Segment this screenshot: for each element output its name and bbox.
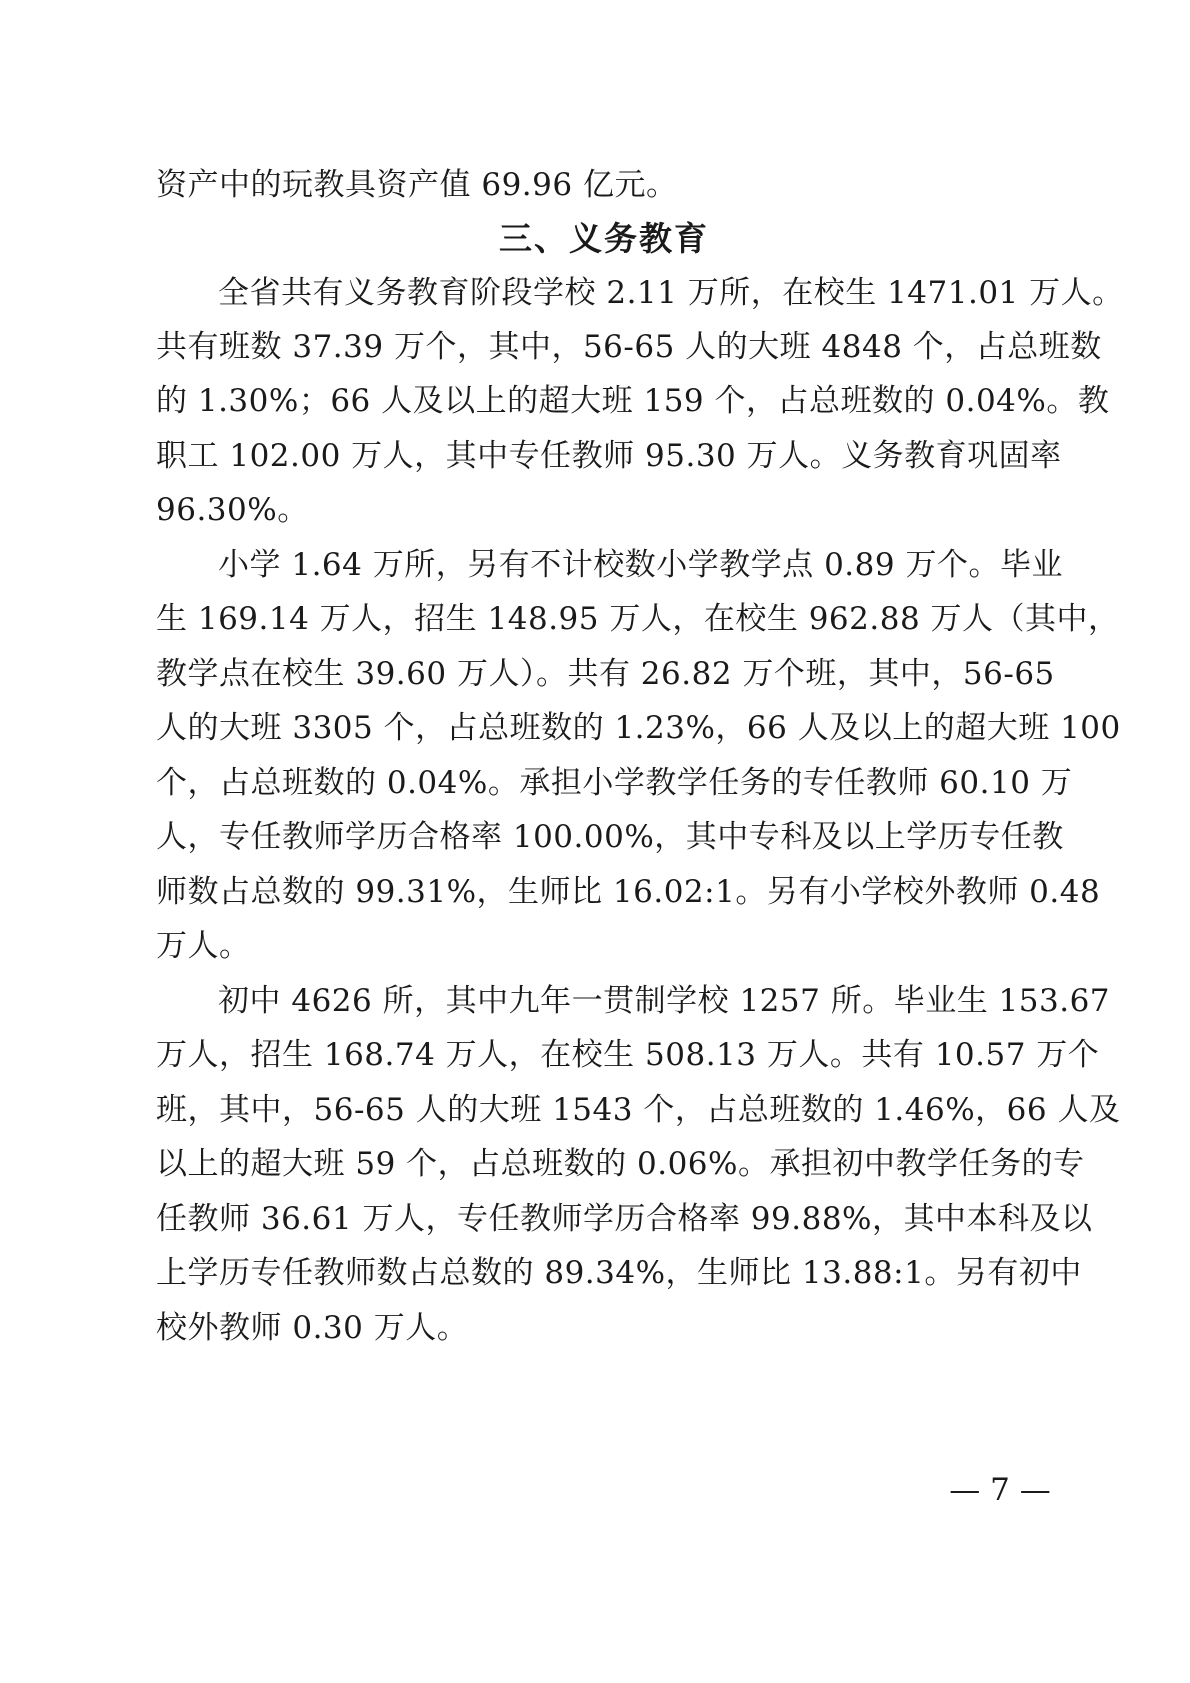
text-line: 资产中的玩教具资产值 69.96 亿元。 (156, 167, 678, 203)
text-line: 96.30%。 (156, 492, 309, 528)
text-line: 的 1.30%；66 人及以上的超大班 159 个，占总班数的 0.04%。教 (156, 383, 1110, 419)
text-line: 人，专任教师学历合格率 100.00%，其中专科及以上学历专任教 (156, 819, 1064, 855)
text-line: 万人，招生 168.74 万人，在校生 508.13 万人。共有 10.57 万个 (156, 1037, 1100, 1073)
text-line: 以上的超大班 59 个，占总班数的 0.06%。承担初中教学任务的专 (156, 1146, 1085, 1182)
text-line: 万人。 (156, 928, 251, 964)
text-line: 初中 4626 所，其中九年一贯制学校 1257 所。毕业生 153.67 (218, 983, 1111, 1019)
text-line: 生 169.14 万人，招生 148.95 万人，在校生 962.88 万人（其中， (156, 601, 1120, 637)
page-number: — 7 — (949, 1472, 1051, 1508)
text-line: 上学历专任教师数占总数的 89.34%，生师比 13.88:1。另有初中 (156, 1255, 1082, 1291)
text-line: 校外教师 0.30 万人。 (156, 1310, 469, 1346)
text-line: 人的大班 3305 个，占总班数的 1.23%，66 人及以上的超大班 100 (156, 710, 1121, 746)
text-line: 师数占总数的 99.31%，生师比 16.02:1。另有小学校外教师 0.48 (156, 874, 1101, 910)
text-line: 小学 1.64 万所，另有不计校数小学教学点 0.89 万个。毕业 (218, 547, 1063, 583)
text-line: 教学点在校生 39.60 万人）。共有 26.82 万个班，其中，56-65 (156, 656, 1055, 692)
text-line: 任教师 36.61 万人，专任教师学历合格率 99.88%，其中本科及以 (156, 1201, 1093, 1237)
text-line: 班，其中，56-65 人的大班 1543 个，占总班数的 1.46%，66 人及 (156, 1092, 1121, 1128)
text-line: 个，占总班数的 0.04%。承担小学教学任务的专任教师 60.10 万 (156, 765, 1073, 801)
text-line: 全省共有义务教育阶段学校 2.11 万所，在校生 1471.01 万人。 (218, 275, 1124, 311)
text-line: 共有班数 37.39 万个，其中，56-65 人的大班 4848 个，占总班数 (156, 329, 1102, 365)
text-line: 职工 102.00 万人，其中专任教师 95.30 万人。义务教育巩固率 (156, 438, 1062, 474)
section-heading: 三、义务教育 (499, 219, 709, 258)
